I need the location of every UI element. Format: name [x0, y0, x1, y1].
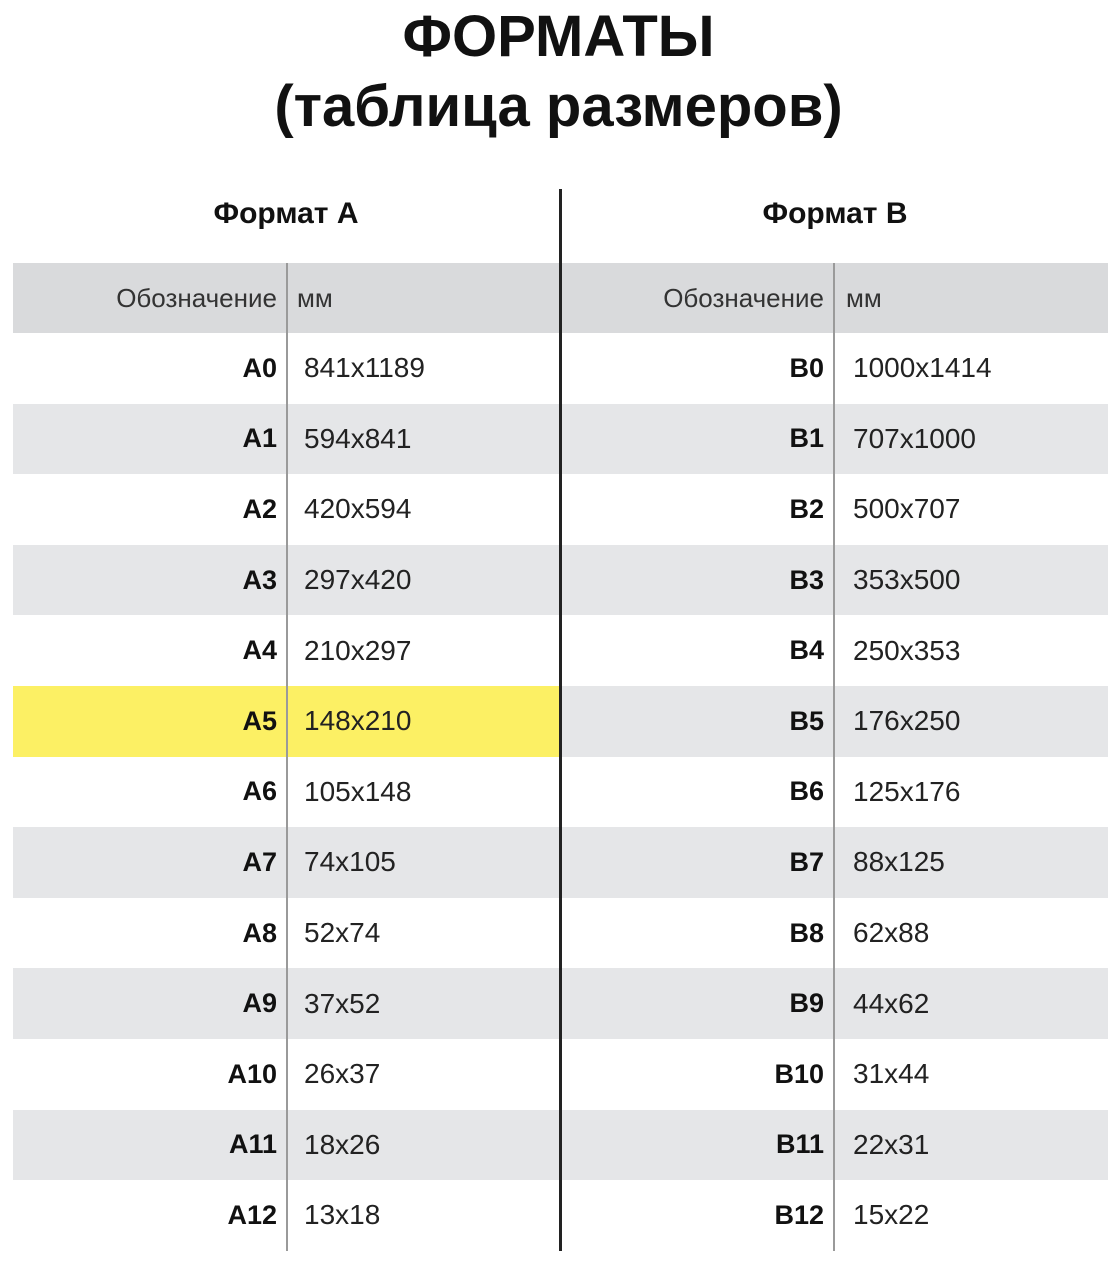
table-row [562, 686, 1108, 757]
format-code: А11 [228, 1129, 277, 1160]
format-code: А12 [227, 1199, 277, 1230]
section-a-title: Формат А [213, 197, 359, 230]
format-code: В0 [789, 352, 824, 383]
format-size: 420x594 [304, 493, 412, 525]
format-code: А8 [242, 917, 277, 948]
table-row [562, 545, 1108, 616]
column-divider [833, 263, 835, 1251]
header-code-label: Обозначение [663, 282, 824, 313]
format-size: 105x148 [304, 775, 412, 807]
format-b-table [562, 263, 1108, 1251]
format-size: 841x1189 [304, 352, 425, 384]
format-code: В5 [789, 705, 824, 736]
format-code: В12 [774, 1199, 824, 1230]
format-code: В6 [789, 776, 824, 807]
format-code: А1 [242, 423, 277, 454]
format-code: А2 [242, 493, 277, 524]
table-row [562, 1180, 1108, 1251]
header-code-label: Обозначение [116, 282, 277, 313]
format-code: В10 [774, 1058, 824, 1089]
format-code: В9 [789, 988, 824, 1019]
table-row [562, 333, 1108, 404]
format-size: 44x62 [853, 987, 930, 1019]
format-code: А3 [242, 564, 277, 595]
format-code: А4 [242, 635, 277, 666]
table-row [562, 757, 1108, 828]
format-size: 353x500 [853, 564, 961, 596]
table-row [562, 404, 1108, 475]
format-size: 125x176 [853, 775, 961, 807]
format-code: А6 [242, 776, 277, 807]
format-size: 210x297 [304, 634, 412, 666]
format-size: 74x105 [304, 846, 396, 878]
format-size: 250x353 [853, 634, 961, 666]
format-size: 22x31 [853, 1128, 930, 1160]
table-row [562, 827, 1108, 898]
format-code: В2 [789, 493, 824, 524]
format-code: В11 [775, 1129, 824, 1160]
header-size-label: мм [297, 282, 333, 313]
format-size: 26x37 [304, 1058, 381, 1090]
format-size: 297x420 [304, 564, 412, 596]
format-size: 594x841 [304, 422, 412, 454]
format-code: В4 [789, 635, 824, 666]
column-divider [286, 263, 288, 1251]
format-size: 500x707 [853, 493, 961, 525]
format-size: 18x26 [304, 1128, 381, 1160]
section-b-title: Формат В [762, 197, 908, 230]
table-row [562, 474, 1108, 545]
format-code: В8 [789, 917, 824, 948]
format-a-table [13, 263, 559, 1251]
table-header-row [562, 263, 1108, 333]
format-code: А7 [242, 846, 277, 877]
format-size: 707x1000 [853, 422, 977, 454]
table-row [562, 615, 1108, 686]
format-size: 52x74 [304, 917, 381, 949]
format-size: 37x52 [304, 987, 381, 1019]
format-code: В3 [789, 564, 824, 595]
table-row [562, 1039, 1108, 1110]
format-code: В1 [789, 423, 824, 454]
format-size: 88x125 [853, 846, 945, 878]
table-row [562, 968, 1108, 1039]
format-code: А5 [242, 705, 277, 736]
format-code: В7 [789, 846, 824, 877]
page-title-line-1: ФОРМАТЫ [402, 4, 715, 69]
format-size: 148x210 [304, 705, 412, 737]
header-size-label: мм [846, 282, 882, 313]
format-size: 31x44 [853, 1058, 930, 1090]
format-size: 176x250 [853, 705, 961, 737]
format-size: 62x88 [853, 917, 930, 949]
format-size: 15x22 [853, 1199, 930, 1231]
format-size: 1000x1414 [853, 352, 992, 384]
format-size: 13x18 [304, 1199, 381, 1231]
table-row [562, 1110, 1108, 1181]
table-row [562, 898, 1108, 969]
format-code: А0 [242, 352, 277, 383]
format-code: А9 [242, 988, 277, 1019]
page-title-line-2: (таблица размеров) [274, 74, 843, 139]
format-code: А10 [227, 1058, 277, 1089]
